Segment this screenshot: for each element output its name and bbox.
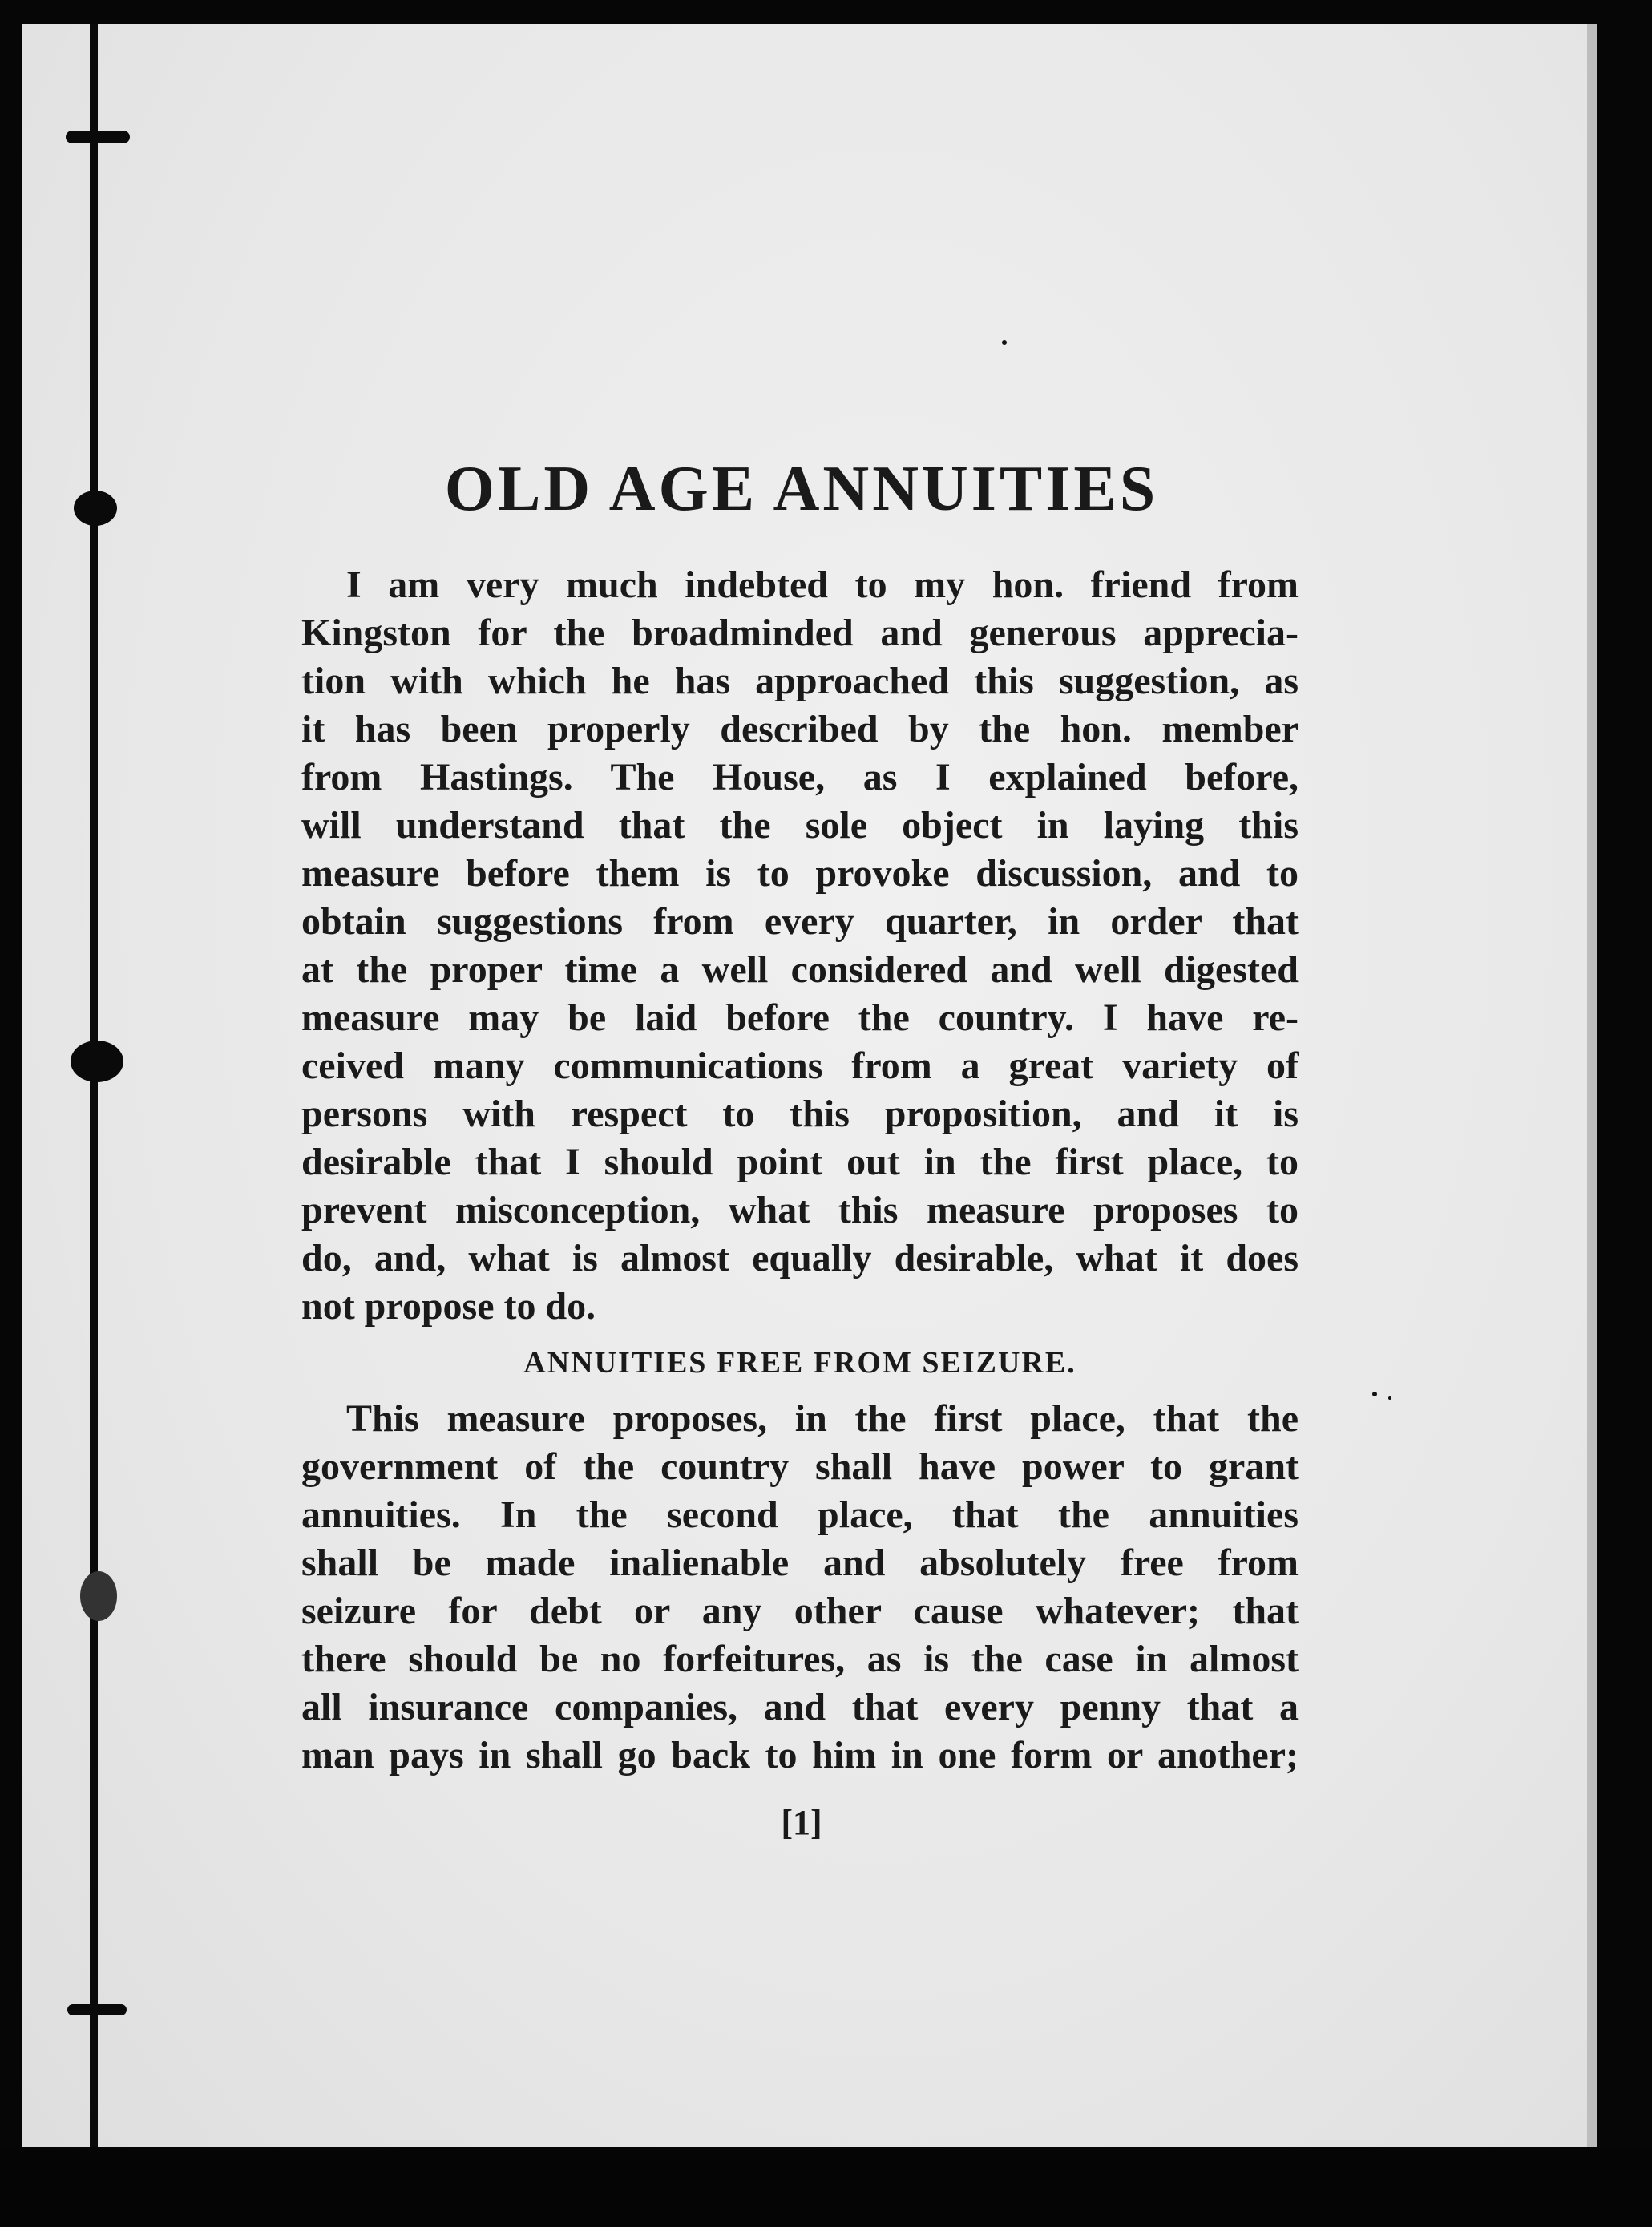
text-line: Kingston for the broadminded and generous apprecia- bbox=[301, 612, 1299, 654]
text-line: seizure for debt or any other cause whatever; that bbox=[301, 1590, 1299, 1632]
text-line: from Hastings. The House, as I explained before, bbox=[301, 756, 1299, 798]
scan-bottom-border bbox=[0, 2147, 1652, 2227]
binding-stitch bbox=[80, 1571, 117, 1621]
paper-speck bbox=[1388, 1396, 1391, 1400]
text-line: all insurance companies, and that every penny that a bbox=[301, 1686, 1299, 1728]
text-line: measure before them is to provoke discussion, and to bbox=[301, 852, 1299, 895]
text-line: there should be no forfeitures, as is the case in almost bbox=[301, 1638, 1299, 1680]
text-line: shall be made inalienable and absolutely free from bbox=[301, 1542, 1299, 1584]
text-line: do, and, what is almost equally desirable, what it does bbox=[301, 1237, 1299, 1279]
binding-stitch bbox=[67, 2004, 127, 2015]
text-line: man pays in shall go back to him in one form or another; bbox=[301, 1734, 1299, 1776]
binding-stitch bbox=[74, 491, 117, 526]
text-line: it has been properly described by the hon. member bbox=[301, 708, 1299, 750]
text-line: tion with which he has approached this suggestion, as bbox=[301, 660, 1299, 702]
text-line: This measure proposes, in the first place, that the bbox=[346, 1397, 1299, 1440]
page-number: [1] bbox=[781, 1803, 822, 1842]
text-line: desirable that I should point out in the first place, to bbox=[301, 1141, 1299, 1183]
text-line: I am very much indebted to my hon. friend from bbox=[346, 564, 1299, 606]
binding-stitch bbox=[71, 1041, 123, 1082]
page-right-edge bbox=[1587, 24, 1597, 2147]
text-line: at the proper time a well considered and well digested bbox=[301, 948, 1299, 991]
text-line: obtain suggestions from every quarter, in order that bbox=[301, 900, 1299, 943]
paper-speck bbox=[1002, 340, 1007, 345]
text-line: ceived many communications from a great variety of bbox=[301, 1045, 1299, 1087]
text-line: not propose to do. bbox=[301, 1285, 596, 1328]
text-line: will understand that the sole object in laying this bbox=[301, 804, 1299, 847]
paper-speck bbox=[1372, 1392, 1377, 1396]
binding-line bbox=[90, 24, 98, 2205]
section-heading: ANNUITIES FREE FROM SEIZURE. bbox=[523, 1346, 1076, 1380]
body-text bbox=[301, 561, 1299, 1780]
text-line: annuities. In the second place, that the annuities bbox=[301, 1493, 1299, 1536]
text-line: persons with respect to this proposition, and it is bbox=[301, 1093, 1299, 1135]
binding-stitch bbox=[66, 131, 130, 143]
page-title: OLD AGE ANNUITIES bbox=[444, 454, 1159, 524]
text-line: prevent misconception, what this measure proposes to bbox=[301, 1189, 1299, 1231]
text-line: government of the country shall have power to grant bbox=[301, 1445, 1299, 1488]
text-line: measure may be laid before the country. I have re- bbox=[301, 996, 1299, 1039]
